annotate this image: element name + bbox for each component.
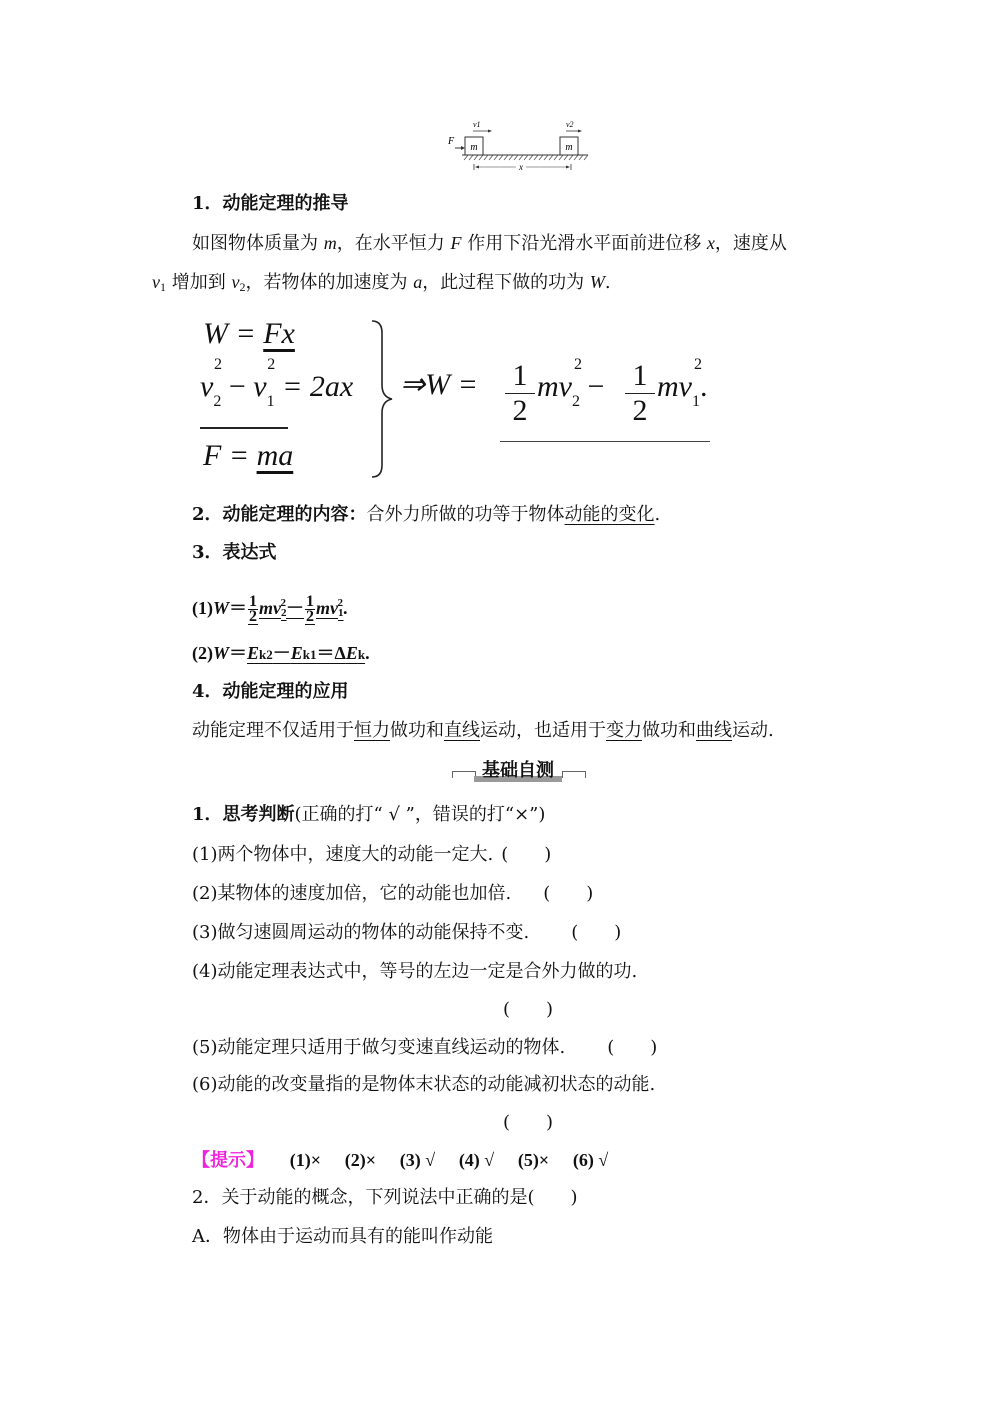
var-E: E [345,643,358,663]
denominator: 2 [249,607,258,625]
var-E: E [247,643,260,663]
numerator: 1 [632,359,648,392]
section3-heading: 3．表达式 [192,542,277,563]
fraction-half-1 [505,359,535,428]
minus: − [221,370,254,403]
minus: − [579,370,605,403]
quiz-item [192,1036,657,1060]
mass-label-2: m [565,142,573,153]
quiz-item [192,882,593,906]
result-equation [400,367,478,402]
quiz-item [192,843,551,867]
subscript: k1 [302,647,317,662]
subscript: k2 [259,647,273,662]
answer-blank[interactable]: ( ) [503,1112,554,1133]
section-banner [452,760,584,784]
fraction-half [248,592,258,625]
quiz-item [192,1073,655,1097]
hint-row [192,1148,608,1173]
block-motion-figure [440,115,600,180]
section2-text: 合外力所做的功等于物体 [366,504,565,525]
force-label: F [448,136,455,147]
superscript: 2 [693,356,702,373]
text: . [604,272,611,293]
text: 运动，也适用于 [480,720,606,741]
eq2-underline [200,427,288,429]
var-x: x [706,233,715,253]
subscript: 2 [213,393,222,410]
formula-2 [192,641,370,667]
var-E: E [290,643,303,663]
section1-paragraph-line2 [152,270,611,299]
quiz-q2: 2．关于动能的概念，下列说法中正确的是( ) [192,1187,578,1208]
answer-blank[interactable]: ( ) [543,883,594,904]
var-W: W [589,272,605,292]
term-mv2 [537,356,605,411]
subscript: 2 [571,393,580,410]
v: v [253,370,267,403]
var-a: a [413,272,423,292]
text: ，在水平恒力 [336,233,451,254]
denominator: 2 [505,393,535,428]
answer-blank[interactable]: ( ) [501,844,552,865]
label: (2) [192,643,213,663]
answer-constant-force: 恒力 [354,720,390,741]
hint-answer: (5)× [517,1150,550,1170]
text: ，若物体的加速度为 [245,272,414,293]
quiz-item-text: (2)某物体的速度加倍，它的动能也加倍. [192,883,512,904]
answer-straight-line: 直线 [444,720,480,741]
numerator: 1 [306,592,315,610]
superscript: 2 [573,356,582,373]
mv: mv [537,370,572,403]
delta: Δ [334,643,346,663]
subscript: 1 [160,280,166,294]
mass-label-1: m [470,142,478,153]
answer-curve: 曲线 [696,720,732,741]
answer-variable-force: 变力 [606,720,642,741]
quiz-item-text: (1)两个物体中，速度大的动能一定大. [192,844,494,865]
text: 做功和 [642,720,696,741]
section2-line [192,503,660,527]
mv: mv [657,370,692,403]
answer-blank[interactable]: ( ) [571,922,622,943]
superscript: 2 [337,597,344,609]
figure-svg [440,115,600,180]
text: ，此过程下做的功为 [422,272,590,293]
banner-title: 基础自测 [482,760,554,781]
quiz-q2-option-a[interactable]: A．物体由于运动而具有的能叫作动能 [192,1226,493,1247]
eq1-rhs: Fx [263,317,295,350]
equation-kinematics [200,356,354,411]
eq3-lhs: F = [203,439,257,472]
mv: mv [316,598,339,618]
mv: mv [259,598,282,618]
var-v: v [231,272,240,292]
equals: ＝ [229,643,248,663]
section1-paragraph-line1 [192,231,787,256]
period: . [365,643,370,663]
answer-blank[interactable]: ( ) [503,999,554,1020]
equation-work [203,317,295,351]
superscript: 2 [214,356,222,373]
superscript: 2 [267,356,276,373]
var-F: F [450,233,462,253]
period: . [343,598,348,618]
quiz-q1-heading [192,803,545,827]
hint-label: 【提示】 [192,1150,264,1171]
var-v: v [152,272,160,292]
right-brace-icon [370,319,396,479]
subscript: k [357,647,366,662]
text: 增加到 [166,272,232,293]
hint-answer: (3) √ [399,1150,436,1170]
v: v [200,370,214,403]
equals: ＝ [316,643,335,663]
var-m: m [323,233,337,253]
q1-instructions: (正确的打“ √ ”，错误的打“×”) [294,804,546,825]
quiz-item [192,960,637,984]
equation-newton [203,439,293,473]
equals: ＝ [229,598,248,618]
eq1-lhs: W = [203,317,264,350]
text: 如图物体质量为 [192,233,324,254]
var-W: W [213,643,230,663]
quiz-item-text: (3)做匀速圆周运动的物体的动能保持不变. [192,922,530,943]
numerator: 1 [249,592,258,610]
v1-label: v1 [473,120,481,129]
text: 做功和 [390,720,444,741]
eq3-rhs: ma [256,439,294,472]
section4-heading: 4．动能定理的应用 [192,681,349,702]
var-W: W [213,598,230,618]
v2-label: v2 [566,120,574,129]
denominator: 2 [306,607,315,625]
section4-text [192,719,774,743]
result-underline [500,441,710,442]
section1-heading: 1．动能定理的推导 [192,193,349,214]
hint-answer: (2)× [344,1150,376,1170]
formula-1 [192,588,348,628]
subscript: 2 [281,607,287,619]
quiz-item-text: (6)动能的改变量指的是物体末状态的动能减初状态的动能. [192,1074,656,1095]
subscript: 1 [338,607,344,619]
text: 作用下沿光滑水平面前进位移 [461,233,707,254]
term-mv1 [657,356,708,411]
hint-answer: (6) √ [572,1150,609,1170]
label: (1) [192,598,213,618]
quiz-item [192,921,621,945]
implies-W: ⇒W = [400,368,478,401]
subscript: 1 [691,393,700,410]
text: 动能定理不仅适用于 [192,720,354,741]
section2-heading: 2．动能定理的内容： [192,504,367,525]
period: . [699,370,708,403]
minus: － [272,643,291,663]
displacement-label: x [519,162,523,172]
subscript: 2 [239,280,246,294]
denominator: 2 [625,393,655,428]
quiz-item-text: (5)动能定理只适用于做匀变速直线运动的物体. [192,1037,566,1058]
derivation-formula [195,315,735,480]
text: ，速度从 [714,233,787,254]
subscript: 1 [266,393,275,410]
hint-answer: (4) √ [458,1150,495,1170]
fraction-half [305,592,315,625]
text: 运动. [732,720,774,741]
quiz-item-text: (4)动能定理表达式中，等号的左边一定是合外力做的功. [192,961,638,982]
eq2-rhs: = 2ax [274,370,354,403]
answer-blank[interactable]: ( ) [607,1037,658,1058]
numerator: 1 [512,359,528,392]
q1-title: 1．思考判断 [192,804,295,825]
period: . [654,504,661,525]
minus: － [286,598,305,618]
superscript: 2 [280,597,287,609]
fraction-half-2 [625,359,655,428]
hint-answer: (1)× [289,1150,321,1170]
section2-answer: 动能的变化 [564,504,655,525]
